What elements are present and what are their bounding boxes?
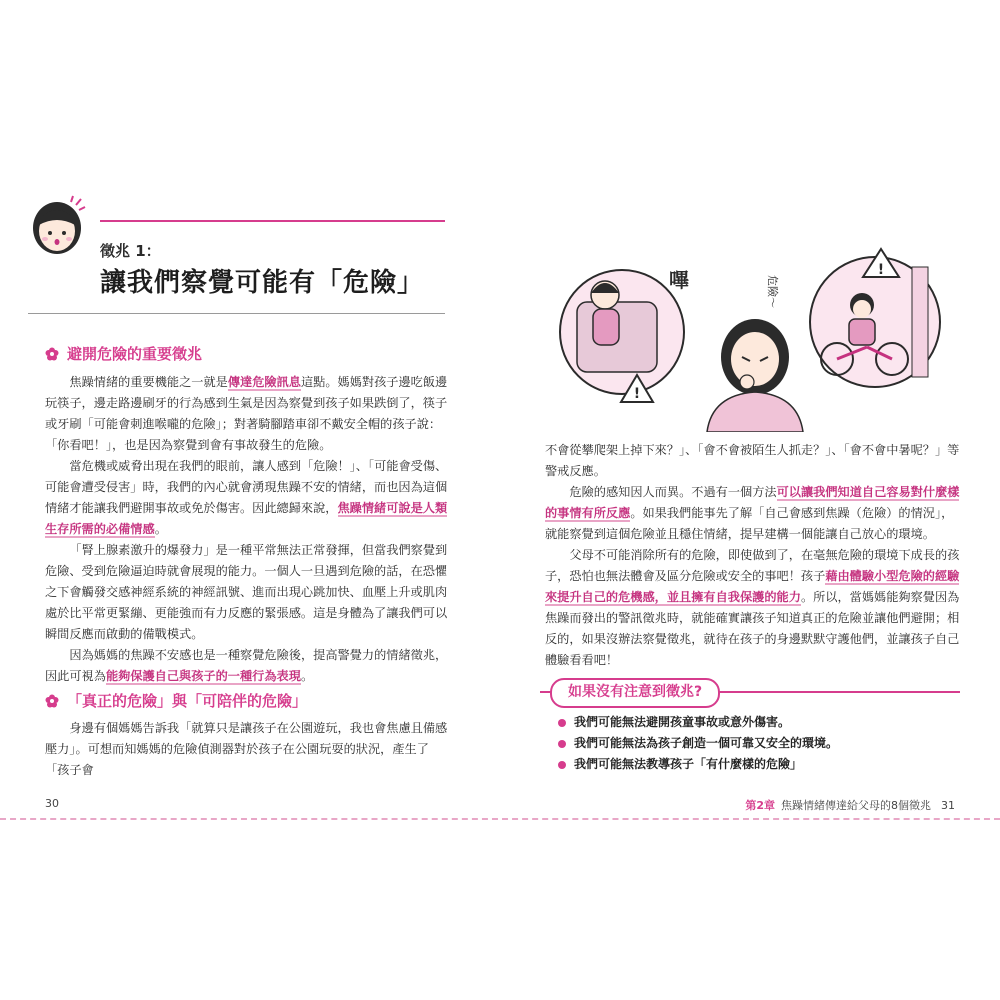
text-run: 危險的感知因人而異。不過有一個方法 <box>569 485 777 499</box>
callout-heading: 如果沒有注意到徵兆? <box>550 678 720 708</box>
list-item-text: 我們可能無法避開孩童事故或意外傷害。 <box>574 715 791 729</box>
illustration <box>557 247 957 432</box>
text-run: 當危機或威脅出現在我們的眼前，讓人感到「危險！」、「可能會受傷、可能會遭受侵害」時，我們的內心就會湧現焦躁不安的情緒，而也因為這個情緒才能讓我們避開事故或免於傷害。因此總歸來說， <box>45 459 448 515</box>
page-number-right: 31 <box>941 799 955 812</box>
section-heading-1 <box>45 343 202 364</box>
paragraph: 身邊有個媽媽告訴我「就算只是讓孩子在公園遊玩，我也會焦慮且備感壓力」。可想而知媽媽的危險偵測器對於孩子在公園玩耍的狀況，產生了「孩子會 <box>45 721 448 777</box>
dot-bullet-icon <box>558 761 566 769</box>
list-item-text: 我們可能無法教導孩子「有什麼樣的危險」 <box>574 757 803 771</box>
page-footer-right <box>745 797 955 813</box>
text-run: 。如果我們能事先了解「自己會感到焦躁（危險）的情況」，就能察覺到這個危險並且穩住情緒，提早建構一個能讓自己放心的環境。 <box>545 506 954 541</box>
list-item <box>558 733 958 754</box>
sound-effect: 嗶 <box>669 268 689 292</box>
title-divider <box>28 313 445 314</box>
svg-text:!: ! <box>877 262 885 278</box>
text-run: 。所以，當媽媽能夠察覺因為焦躁而發出的警訊徵兆時，就能確實讓孩子知道真正的危險並讓他們避開；相反的，如果沒辦法察覺徵兆，就待在孩子的身邊默默守護他們，並讓孩子自己體驗看看吧！ <box>545 590 960 667</box>
section-1-body <box>45 372 450 687</box>
highlight-text: 可以讓我們知道自己容易對什麼樣的事情有所反應 <box>545 485 960 520</box>
page-title: 讓我們察覺可能有「危險」 <box>100 268 425 298</box>
danger-shout: 危險～ <box>766 275 779 308</box>
paragraph <box>45 372 450 456</box>
paragraph <box>545 545 965 671</box>
section-heading-1-text: 避開危險的重要徵兆 <box>67 345 203 363</box>
sign-number: 徵兆 1： <box>100 242 161 260</box>
paragraph <box>545 482 965 545</box>
paragraph <box>45 645 450 687</box>
page-number-left: 30 <box>45 797 59 810</box>
text-run: 父母不可能消除所有的危險，即使做到了，在毫無危險的環境下成長的孩子，恐怕也無法體會及區分危險或安全的事吧！孩子 <box>545 548 960 583</box>
highlight-text: 能夠保護自己與孩子的一種行為表現 <box>105 669 301 683</box>
girl-face-icon <box>28 195 86 257</box>
flower-bullet-icon <box>45 694 59 708</box>
svg-text:!: ! <box>633 386 641 402</box>
paragraph: 「腎上腺素激升的爆發力」是一種平常無法正常發揮，但當我們察覺到危險、受到危險逼迫時就會展現的能力。一個人一旦遇到危險的話，在恐懼之下會觸發交感神經系統的神經訊號、進而出現心跳加快、血壓上升或肌肉處於比平常更緊繃、更能強而有力反應的緊張感。這是身體為了讓我們可以瞬間反應而啟動的備戰模式。 <box>45 543 448 641</box>
section-2-body <box>45 718 450 781</box>
text-run: 焦躁情緒的重要機能之一就是 <box>69 375 228 389</box>
dot-bullet-icon <box>558 740 566 748</box>
summary-list <box>558 712 958 775</box>
bottom-dashed-border <box>0 818 1000 820</box>
title-accent-line <box>100 220 445 222</box>
chapter-label: 第2章 <box>745 799 775 812</box>
highlight-text: 藉由體驗小型危險的經驗來提升自己的危機感，並且擁有自我保護的能力 <box>545 569 960 604</box>
text-run: 因為媽媽的焦躁不安感也是一種察覺危險後，提高警覺力的情緒徵兆，因此可視為 <box>45 648 448 683</box>
list-item <box>558 754 958 775</box>
paragraph: 不會從攀爬架上掉下來？」、「會不會被陌生人抓走？」、「會不會中暑呢？」等警戒反應。 <box>545 443 960 478</box>
section-heading-2-text: 「真正的危險」與「可陪伴的危險」 <box>67 692 308 710</box>
dot-bullet-icon <box>558 719 566 727</box>
chapter-title: 焦躁情緒傳達給父母的8個徵兆 <box>781 799 931 812</box>
highlight-text: 傳達危險訊息 <box>227 375 301 389</box>
text-run: 。 <box>154 522 167 536</box>
text-run: 。 <box>300 669 314 683</box>
paragraph <box>45 456 450 540</box>
text-run: 這點。媽媽對孩子邊吃飯邊玩筷子，邊走路邊刷牙的行為感到生氣是因為察覺到孩子如果跌倒了，筷子或牙刷「可能會刺進喉嚨的危險」；對著騎腳踏車卻不戴安全帽的孩子說：「你看吧！」，也是因為察覺到會有事故發生的危險。 <box>45 375 448 452</box>
highlight-text: 焦躁情緒可說是人類生存所需的必備情感 <box>45 501 448 536</box>
list-item <box>558 712 958 733</box>
right-body <box>545 440 965 671</box>
flower-bullet-icon <box>45 347 59 361</box>
list-item-text: 我們可能無法為孩子創造一個可靠又安全的環境。 <box>574 736 839 750</box>
section-heading-2 <box>45 690 307 711</box>
right-page <box>500 0 1000 1000</box>
